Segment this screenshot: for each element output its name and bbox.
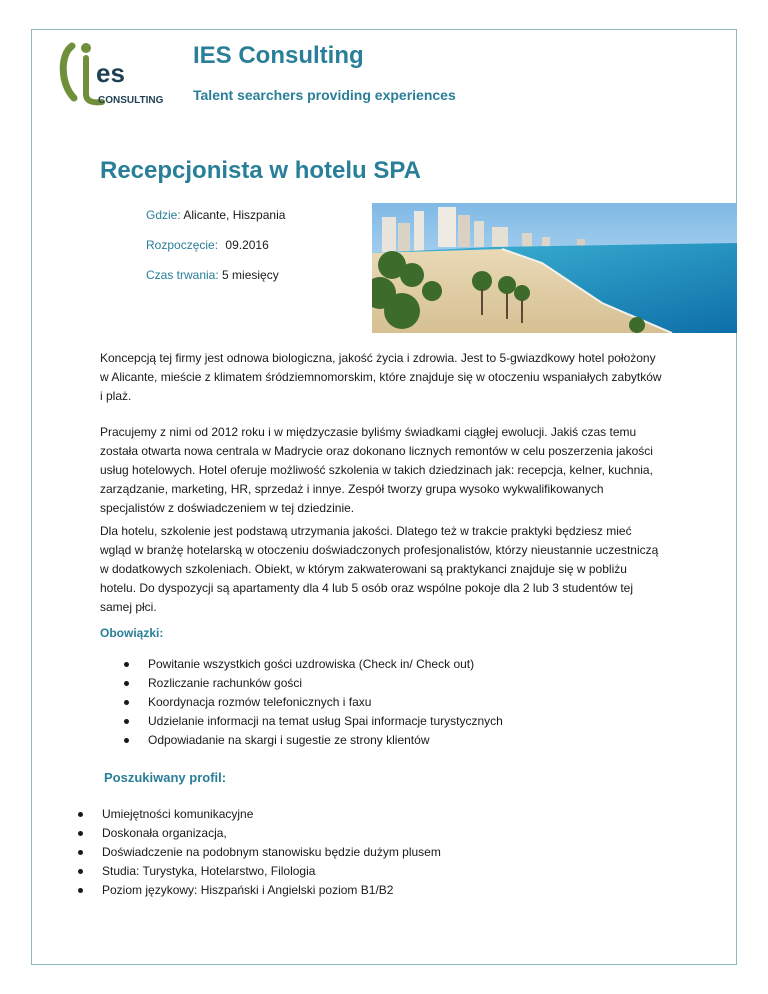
- list-item: [78, 881, 678, 900]
- list-item: [124, 731, 684, 750]
- duties-heading: Obowiązki:: [100, 626, 164, 640]
- list-item: [124, 712, 684, 731]
- svg-text:es: es: [96, 58, 125, 88]
- paragraph-history: Pracujemy z nimi od 2012 roku i w międzyczasie byliśmy świadkami ciągłej ewolucji. Jakiś czas temu została otwarta nowa centrala w Madrycie oraz dokonano licznych remontów w celu poszerzenia jakości usług hotelowych. Hotel oferuje możliwość szkolenia w takich dziedzinach jak: recepcja, kelner, kuchnia, zarządzanie, marketing, HR, sprzedaż i innye. Zespół tworzy grupa wysoko wykwalifikowanych specjalistów z doświadczeniem w tej dziedzinie.: [100, 425, 653, 515]
- duration-line: [146, 268, 279, 282]
- list-item: [124, 655, 684, 674]
- brand-title: IES Consulting: [193, 42, 364, 69]
- location-line: [146, 208, 285, 222]
- location-label: Gdzie:: [146, 208, 181, 222]
- location-value: Alicante, Hiszpania: [183, 208, 286, 222]
- list-item-text: Koordynacja rozmów telefonicznych i faxu: [148, 695, 372, 709]
- list-item: [78, 805, 678, 824]
- paragraph-intro: Koncepcją tej firmy jest odnowa biologiczna, jakość życia i zdrowia. Jest to 5-gwiazdkowy hotel położony w Alicante, mieście z klimatem śródziemnomorskim, które znajduje się w otoczeniu wspaniałych zabytków i plaż.: [100, 351, 662, 403]
- duration-label: Czas trwania:: [146, 268, 219, 282]
- bullet-icon: [124, 662, 129, 667]
- list-item: [78, 862, 678, 881]
- list-item-text: Doskonała organizacja,: [102, 826, 227, 840]
- svg-text:CONSULTING: CONSULTING: [98, 95, 164, 106]
- list-item: [78, 824, 678, 843]
- list-item-text: Studia: Turystyka, Hotelarstwo, Filologia: [102, 864, 316, 878]
- list-item-text: Odpowiadanie na skargi i sugestie ze strony klientów: [148, 733, 430, 747]
- bullet-icon: [124, 719, 129, 724]
- bullet-icon: [78, 831, 83, 836]
- bullet-icon: [78, 869, 83, 874]
- start-value: 09.2016: [225, 238, 269, 252]
- bullet-icon: [78, 888, 83, 893]
- bullet-icon: [124, 700, 129, 705]
- list-item-text: Doświadczenie na podobnym stanowisku będzie dużym plusem: [102, 845, 441, 859]
- list-item-text: Udzielanie informacji na temat usług Spai informacje turystycznych: [148, 714, 503, 728]
- start-label: Rozpoczęcie:: [146, 238, 219, 252]
- list-item-text: Powitanie wszystkich gości uzdrowiska (Check in/ Check out): [148, 657, 475, 671]
- bullet-icon: [78, 812, 83, 817]
- list-item: [78, 843, 678, 862]
- ies-consulting-logo: [58, 40, 178, 106]
- beach-photo: [372, 203, 737, 333]
- bullet-icon: [78, 850, 83, 855]
- job-title: Recepcjonista w hotelu SPA: [100, 157, 421, 184]
- start-line: [146, 238, 269, 252]
- bullet-icon: [124, 681, 129, 686]
- list-item-text: Rozliczanie rachunków gości: [148, 676, 303, 690]
- list-item-text: Poziom językowy: Hiszpański i Angielski poziom B1/B2: [102, 883, 394, 897]
- duration-value: 5 miesięcy: [222, 268, 279, 282]
- duties-list: [124, 655, 684, 750]
- list-item-text: Umiejętności komunikacyjne: [102, 807, 254, 821]
- paragraph-training: Dla hotelu, szkolenie jest podstawą utrzymania jakości. Dlatego też w trakcie praktyki będziesz mieć wgląd w branżę hotelarską w otoczeniu doświadczonych profesjonalistów, którzy nieustannie uczestniczą w dodatkowych szkoleniach. Obiekt, w którym zakwaterowani są praktykanci znajduje się w pobliżu hotelu. Do dyspozycji są apartamenty dla 4 lub 5 osób oraz wspólne pokoje dla 2 lub 3 studentów tej samej płci.: [100, 524, 659, 614]
- profile-list: [78, 805, 678, 900]
- list-item: [124, 674, 684, 693]
- brand-tagline: Talent searchers providing experiences: [193, 87, 456, 103]
- list-item: [124, 693, 684, 712]
- profile-heading: Poszukiwany profil:: [104, 770, 227, 785]
- bullet-icon: [124, 738, 129, 743]
